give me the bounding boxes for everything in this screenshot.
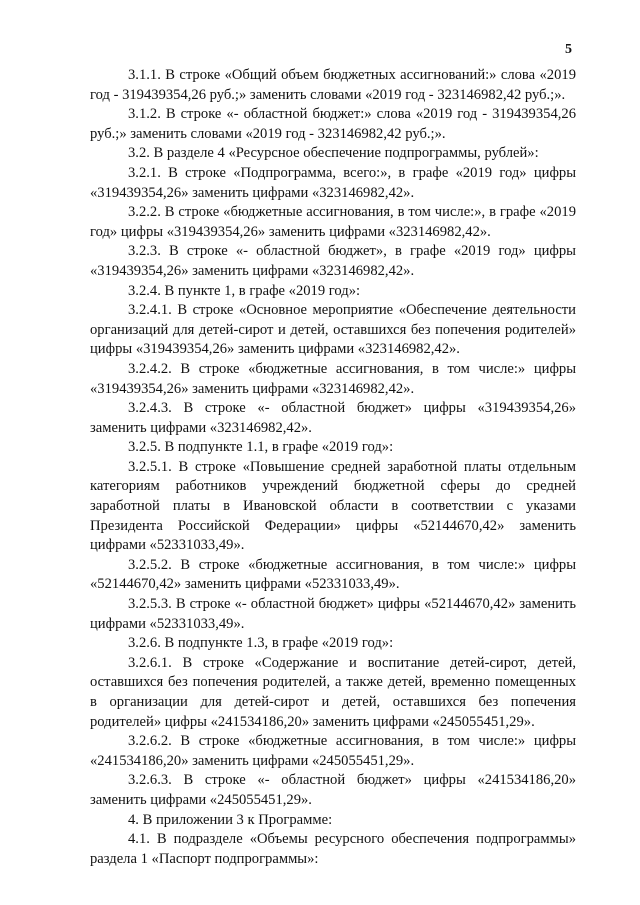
paragraph-3-2-4-1: 3.2.4.1. В строке «Основное мероприятие «Обеспечение деятельности организаций для детей-сирот и детей, оставшихся без попечения родителей» цифры «319439354,26» заменить цифрами «323146982,42».	[90, 302, 576, 358]
paragraph-3-2-5-1: 3.2.5.1. В строке «Повышение средней заработной платы отдельным категориям работников учреждений бюджетной сферы до средней заработной платы в Ивановской области в соответствии с указами Президента Российской Федерации» цифры «52144670,42» заменить цифрами «52331033,49».	[90, 458, 576, 554]
paragraph-3-2-6-3: 3.2.6.3. В строке «- областной бюджет» цифры «241534186,20» заменить цифрами «245055451,29».	[90, 772, 576, 808]
document-body	[90, 66, 576, 869]
paragraph-3-2-4: 3.2.4. В пункте 1, в графе «2019 год»:	[128, 282, 361, 299]
paragraph-3-2-6-2: 3.2.6.2. В строке «бюджетные ассигнования, в том числе:» цифры «241534186,20» заменить цифрами «245055451,29».	[90, 733, 576, 769]
paragraph-3-2-5-2: 3.2.5.2. В строке «бюджетные ассигнования, в том числе:» цифры «52144670,42» заменить цифрами «52331033,49».	[90, 556, 576, 593]
paragraph-3-2-2: 3.2.2. В строке «бюджетные ассигнования, в том числе:», в графе «2019 год» цифры «319439354,26» заменить цифрами «323146982,42».	[90, 204, 576, 240]
paragraph-3-2-5-3: 3.2.5.3. В строке «- областной бюджет» цифры «52144670,42» заменить цифрами «52331033,49».	[90, 596, 576, 632]
paragraph-4: 4. В приложении 3 к Программе:	[128, 811, 333, 828]
paragraph-3-2-4-3: 3.2.4.3. В строке «- областной бюджет» цифры «319439354,26» заменить цифрами «323146982,42».	[90, 400, 576, 436]
paragraph-3-2-1: 3.2.1. В строке «Подпрограмма, всего:», в графе «2019 год» цифры «319439354,26» заменить цифрами «323146982,42».	[90, 164, 576, 201]
paragraph-3-2-6-1: 3.2.6.1. В строке «Содержание и воспитание детей-сирот, детей, оставшихся без попечения родителей, а также детей, временно помещенных в организации для детей-сирот и детей, оставшихся без попечения родителей» цифры «241534186,20» заменить цифрами «245055451,29».	[90, 654, 576, 730]
paragraph-3-1-2: 3.1.2. В строке «- областной бюджет:» слова «2019 год - 319439354,26 руб.;» заменить словами «2019 год - 323146982,42 руб.;».	[90, 106, 576, 142]
paragraph-3-2-5: 3.2.5. В подпункте 1.1, в графе «2019 год»:	[128, 439, 394, 456]
paragraph-3-2: 3.2. В разделе 4 «Ресурсное обеспечение подпрограммы, рублей»:	[128, 145, 539, 162]
paragraph-3-2-3: 3.2.3. В строке «- областной бюджет», в графе «2019 год» цифры «319439354,26» заменить цифрами «323146982,42».	[90, 243, 576, 279]
paragraph-3-2-4-2: 3.2.4.2. В строке «бюджетные ассигнования, в том числе:» цифры «319439354,26» заменить цифрами «323146982,42».	[90, 360, 576, 397]
paragraph-3-1-1: 3.1.1. В строке «Общий объем бюджетных ассигнований:» слова «2019 год - 319439354,26 руб.;» заменить словами «2019 год - 323146982,42 руб.;».	[90, 67, 576, 103]
paragraph-4-1: 4.1. В подразделе «Объемы ресурсного обеспечения подпрограммы» раздела 1 «Паспорт подпрограммы»:	[90, 831, 576, 867]
page-number: 5	[565, 42, 572, 57]
paragraph-3-2-6: 3.2.6. В подпункте 1.3, в графе «2019 год»:	[128, 635, 394, 652]
